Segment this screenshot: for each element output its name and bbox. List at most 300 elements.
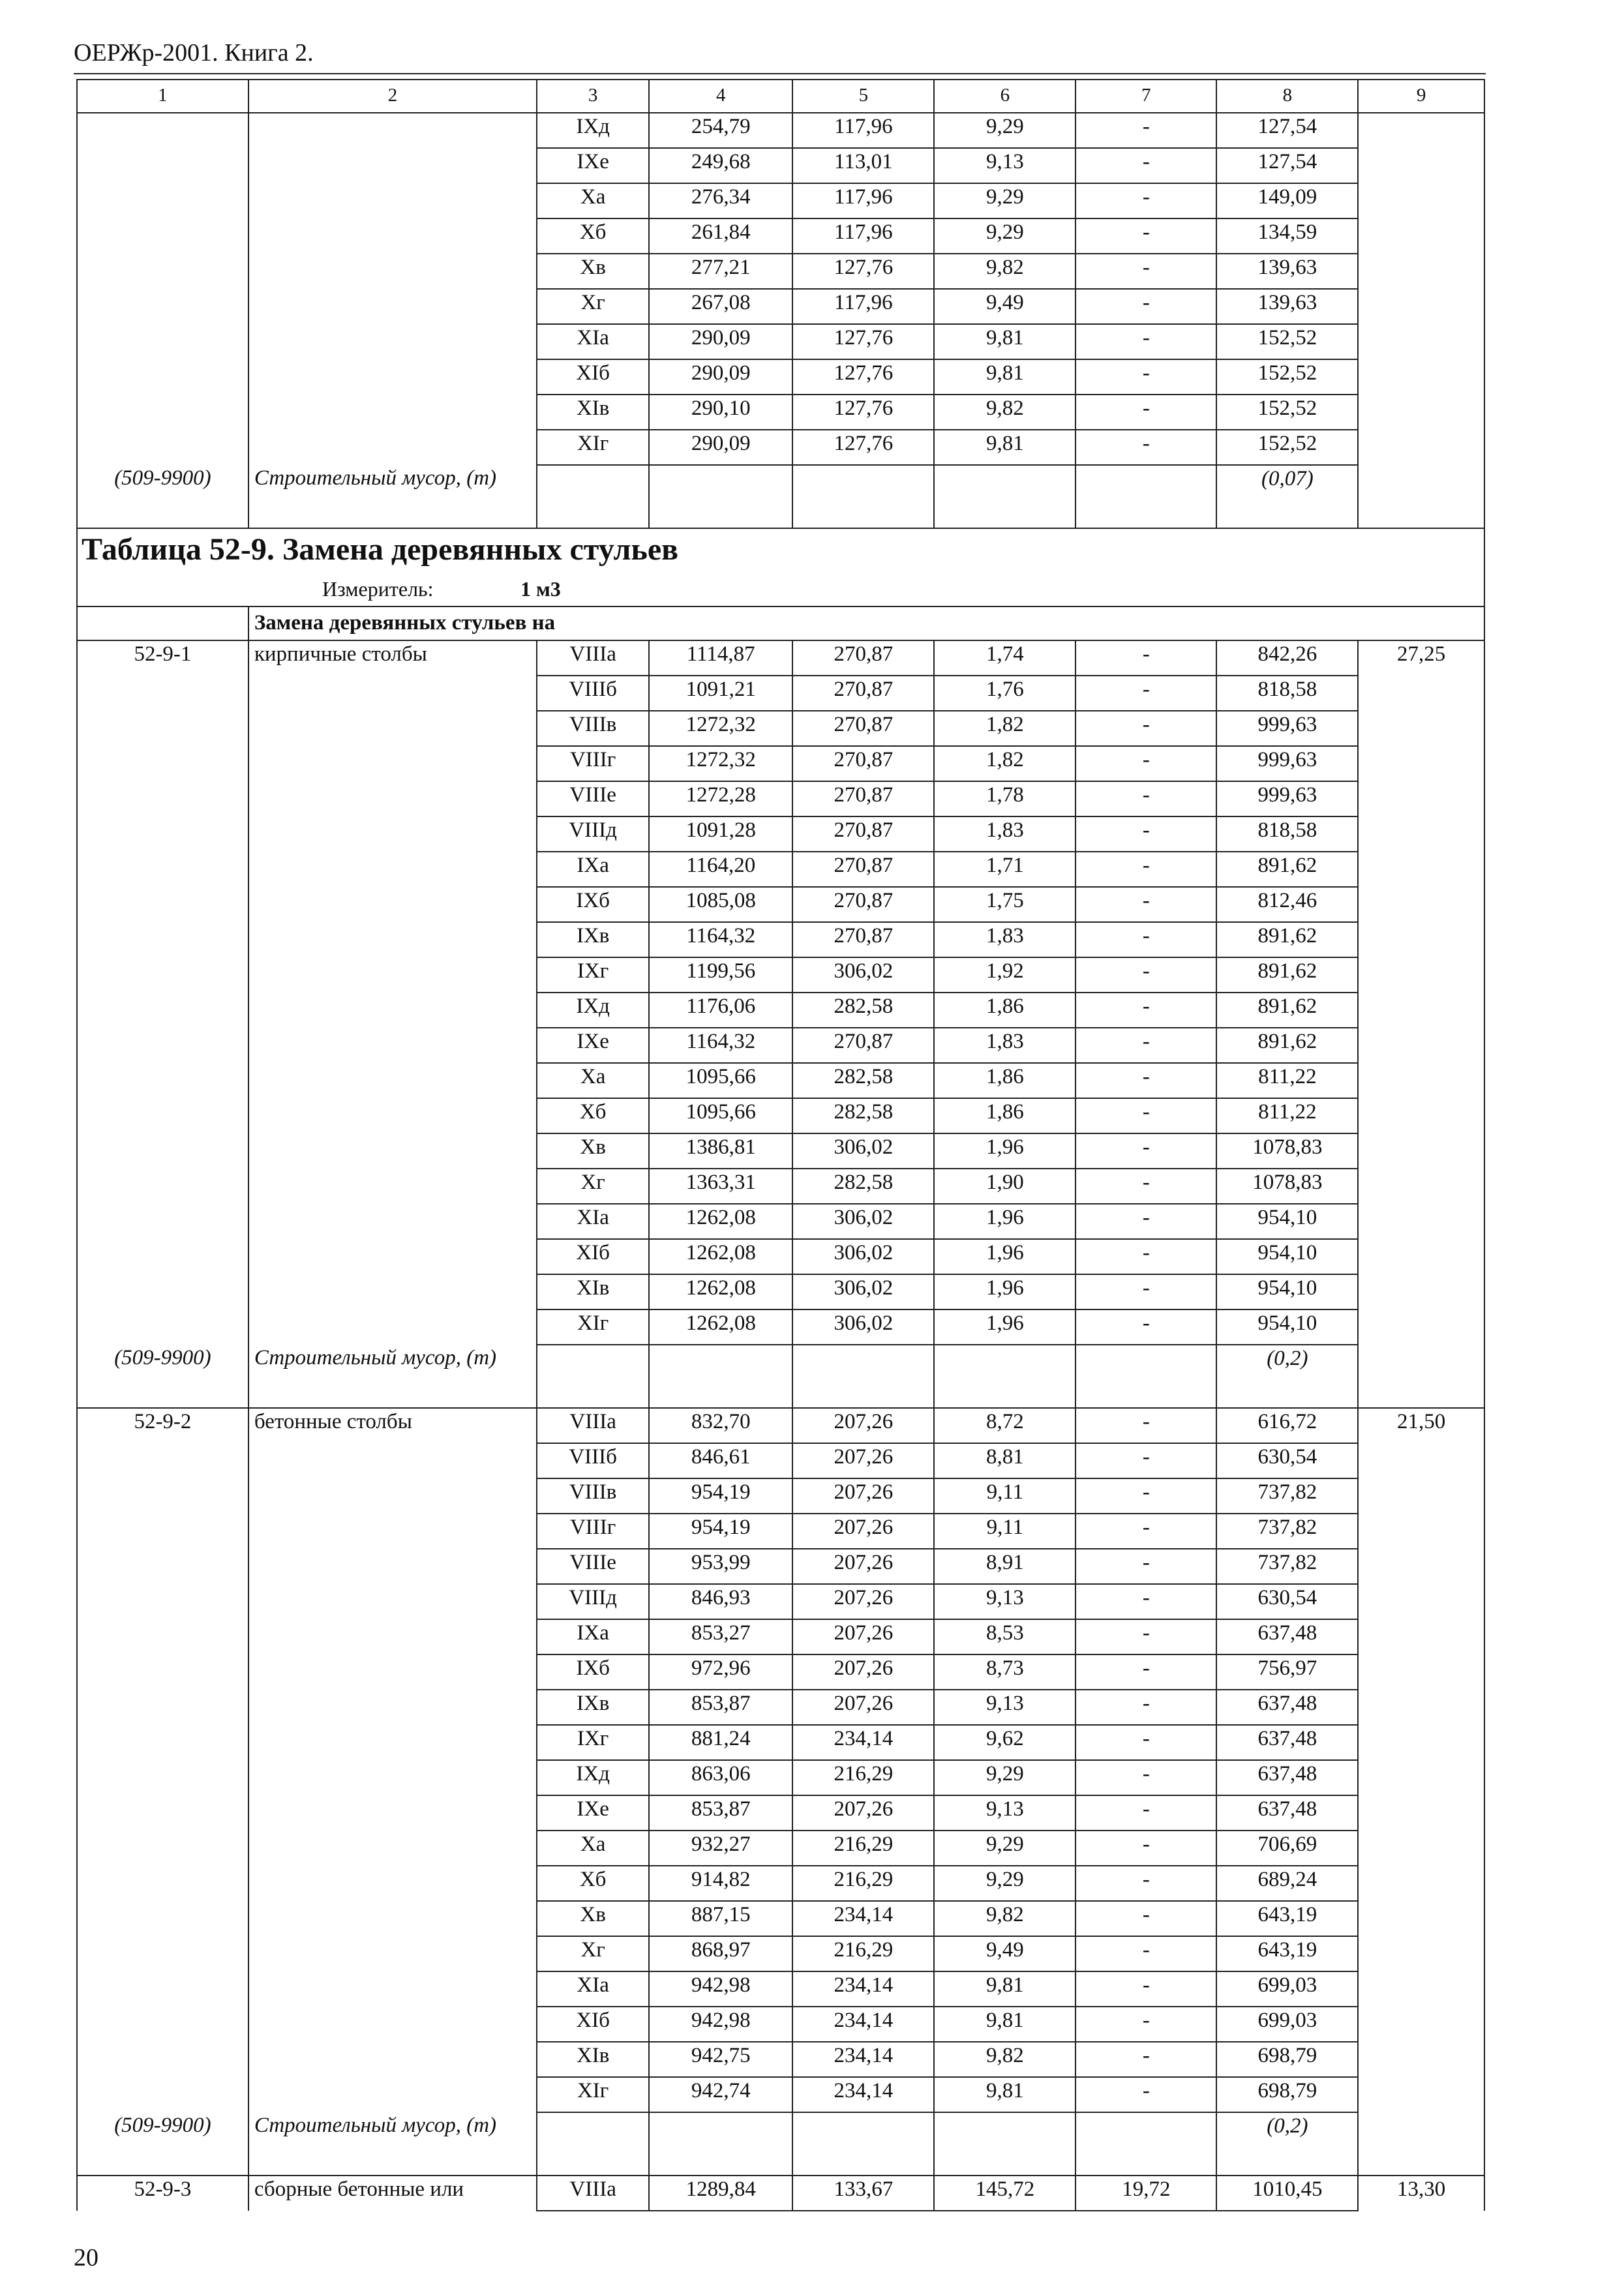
empty-cell bbox=[1358, 1063, 1484, 1098]
table-row bbox=[77, 852, 1484, 887]
empty-cell bbox=[1358, 1725, 1484, 1760]
empty-cell bbox=[1358, 254, 1484, 289]
empty-cell bbox=[1358, 1028, 1484, 1063]
table-row bbox=[77, 1204, 1484, 1239]
materials-cost: 999,63 bbox=[1216, 746, 1358, 781]
machinist-wages: - bbox=[1075, 1936, 1216, 1971]
table-row bbox=[77, 359, 1484, 395]
machinist-wages: - bbox=[1075, 1584, 1216, 1619]
machinist-wages: - bbox=[1075, 640, 1216, 676]
direct-cost: 887,15 bbox=[649, 1901, 792, 1936]
empty-cell bbox=[1358, 676, 1484, 711]
item-code: 52-9-1 bbox=[77, 640, 248, 676]
direct-cost: 1272,28 bbox=[649, 781, 792, 816]
empty-cell bbox=[248, 430, 537, 465]
machine-cost: 9,13 bbox=[934, 1690, 1075, 1725]
empty-cell bbox=[77, 1028, 248, 1063]
empty-cell bbox=[1358, 1204, 1484, 1239]
materials-cost: 1078,83 bbox=[1216, 1169, 1358, 1204]
table-row bbox=[77, 1169, 1484, 1204]
table-row bbox=[77, 781, 1484, 816]
empty-cell bbox=[248, 1309, 537, 1345]
machine-cost: 1,96 bbox=[934, 1309, 1075, 1345]
empty-cell bbox=[248, 2077, 537, 2112]
direct-cost: 1272,32 bbox=[649, 711, 792, 746]
machinist-wages: - bbox=[1075, 1478, 1216, 1514]
table-row bbox=[77, 1028, 1484, 1063]
direct-cost: 846,93 bbox=[649, 1584, 792, 1619]
machinist-wages: - bbox=[1075, 1028, 1216, 1063]
empty-cell bbox=[248, 148, 537, 183]
empty-cell bbox=[248, 1795, 537, 1831]
empty-cell bbox=[248, 183, 537, 218]
empty-cell bbox=[1358, 1936, 1484, 1971]
table-title: Таблица 52-9. Замена деревянных стульев bbox=[77, 528, 1484, 573]
region-zone: VIIIа bbox=[537, 640, 649, 676]
empty-cell bbox=[1358, 852, 1484, 887]
wages: 117,96 bbox=[792, 113, 934, 148]
direct-cost: 1272,32 bbox=[649, 746, 792, 781]
wages: 270,87 bbox=[792, 676, 934, 711]
table-row bbox=[77, 746, 1484, 781]
table-row bbox=[77, 676, 1484, 711]
materials-cost: 152,52 bbox=[1216, 430, 1358, 465]
machinist-wages: - bbox=[1075, 1098, 1216, 1133]
materials-cost: 699,03 bbox=[1216, 1971, 1358, 2007]
machine-cost: 9,81 bbox=[934, 2007, 1075, 2042]
table-row bbox=[77, 957, 1484, 993]
materials-cost: 689,24 bbox=[1216, 1866, 1358, 1901]
region-zone: IXб bbox=[537, 887, 649, 922]
machinist-wages: - bbox=[1075, 395, 1216, 430]
empty-cell bbox=[77, 922, 248, 957]
wages: 306,02 bbox=[792, 1274, 934, 1309]
empty-cell bbox=[1358, 1690, 1484, 1725]
rates-table-body bbox=[77, 80, 1484, 2211]
table-subtitle-row bbox=[77, 606, 1484, 640]
materials-cost: 999,63 bbox=[1216, 781, 1358, 816]
empty-cell bbox=[77, 1478, 248, 1514]
empty-cell bbox=[1358, 1169, 1484, 1204]
empty-cell bbox=[1358, 1133, 1484, 1169]
region-zone: XIа bbox=[537, 1971, 649, 2007]
machine-cost: 9,11 bbox=[934, 1514, 1075, 1549]
machinist-wages: - bbox=[1075, 1204, 1216, 1239]
machine-cost: 9,29 bbox=[934, 113, 1075, 148]
machine-cost: 1,86 bbox=[934, 1063, 1075, 1098]
debris-code: (509-9900) bbox=[77, 2112, 248, 2176]
labor-cost: 21,50 bbox=[1358, 1408, 1484, 1443]
region-zone: Xг bbox=[537, 289, 649, 324]
debris-name: Строительный мусор, (т) bbox=[248, 465, 537, 528]
table-row bbox=[77, 1690, 1484, 1725]
region-zone: XIг bbox=[537, 1309, 649, 1345]
wages: 127,76 bbox=[792, 359, 934, 395]
direct-cost: 1164,32 bbox=[649, 922, 792, 957]
direct-cost: 1199,56 bbox=[649, 957, 792, 993]
wages: 282,58 bbox=[792, 1169, 934, 1204]
region-zone: VIIIв bbox=[537, 1478, 649, 1514]
machinist-wages: - bbox=[1075, 1443, 1216, 1478]
table-row bbox=[77, 1725, 1484, 1760]
region-zone: Xг bbox=[537, 1169, 649, 1204]
wages: 113,01 bbox=[792, 148, 934, 183]
empty-cell bbox=[77, 1098, 248, 1133]
machine-cost: 9,13 bbox=[934, 148, 1075, 183]
region-zone: VIIIе bbox=[537, 1549, 649, 1584]
materials-cost: 1010,45 bbox=[1216, 2176, 1358, 2211]
direct-cost: 267,08 bbox=[649, 289, 792, 324]
empty-cell bbox=[77, 1443, 248, 1478]
direct-cost: 254,79 bbox=[649, 113, 792, 148]
empty-cell bbox=[248, 1936, 537, 1971]
empty-cell bbox=[248, 1063, 537, 1098]
direct-cost: 881,24 bbox=[649, 1725, 792, 1760]
empty-cell bbox=[248, 746, 537, 781]
header-rule bbox=[74, 73, 1486, 74]
region-zone: VIIIб bbox=[537, 1443, 649, 1478]
materials-cost: 1078,83 bbox=[1216, 1133, 1358, 1169]
empty-cell bbox=[1358, 1584, 1484, 1619]
direct-cost: 1091,21 bbox=[649, 676, 792, 711]
empty-cell bbox=[537, 465, 649, 528]
machine-cost: 1,82 bbox=[934, 711, 1075, 746]
direct-cost: 290,10 bbox=[649, 395, 792, 430]
debris-row bbox=[77, 1345, 1484, 1408]
machine-cost: 1,75 bbox=[934, 887, 1075, 922]
materials-cost: 818,58 bbox=[1216, 816, 1358, 852]
table-row bbox=[77, 640, 1484, 676]
table-row bbox=[77, 2007, 1484, 2042]
machinist-wages: - bbox=[1075, 1549, 1216, 1584]
machine-cost: 1,76 bbox=[934, 676, 1075, 711]
page-number: 20 bbox=[74, 2244, 98, 2271]
machinist-wages: - bbox=[1075, 816, 1216, 852]
table-row bbox=[77, 1133, 1484, 1169]
direct-cost: 1262,08 bbox=[649, 1274, 792, 1309]
empty-cell bbox=[1358, 887, 1484, 922]
column-number: 7 bbox=[1075, 80, 1216, 113]
item-code: 52-9-2 bbox=[77, 1408, 248, 1443]
machine-cost: 1,92 bbox=[934, 957, 1075, 993]
empty-cell bbox=[77, 746, 248, 781]
region-zone: Xв bbox=[537, 1901, 649, 1936]
empty-cell bbox=[1358, 1239, 1484, 1274]
region-zone: IXа bbox=[537, 852, 649, 887]
materials-cost: 643,19 bbox=[1216, 1901, 1358, 1936]
empty-cell bbox=[1358, 359, 1484, 395]
table-row bbox=[77, 148, 1484, 183]
empty-cell bbox=[248, 781, 537, 816]
materials-cost: 616,72 bbox=[1216, 1408, 1358, 1443]
region-zone: IXе bbox=[537, 148, 649, 183]
debris-code: (509-9900) bbox=[77, 465, 248, 528]
region-zone: IXг bbox=[537, 1725, 649, 1760]
materials-cost: 152,52 bbox=[1216, 359, 1358, 395]
empty-cell bbox=[1358, 1345, 1484, 1408]
machinist-wages: - bbox=[1075, 1063, 1216, 1098]
machine-cost: 1,96 bbox=[934, 1239, 1075, 1274]
machinist-wages: - bbox=[1075, 1619, 1216, 1654]
wages: 207,26 bbox=[792, 1478, 934, 1514]
empty-cell bbox=[248, 1514, 537, 1549]
region-zone: Xб bbox=[537, 218, 649, 254]
direct-cost: 853,87 bbox=[649, 1795, 792, 1831]
column-number: 4 bbox=[649, 80, 792, 113]
materials-cost: 643,19 bbox=[1216, 1936, 1358, 1971]
machinist-wages: - bbox=[1075, 254, 1216, 289]
wages: 282,58 bbox=[792, 1098, 934, 1133]
machinist-wages: - bbox=[1075, 887, 1216, 922]
materials-cost: 139,63 bbox=[1216, 289, 1358, 324]
materials-cost: 954,10 bbox=[1216, 1274, 1358, 1309]
table-row bbox=[77, 1274, 1484, 1309]
empty-cell bbox=[1075, 465, 1216, 528]
machine-cost: 9,13 bbox=[934, 1795, 1075, 1831]
table-row bbox=[77, 922, 1484, 957]
machine-cost: 9,81 bbox=[934, 324, 1075, 359]
machine-cost: 9,13 bbox=[934, 1584, 1075, 1619]
region-zone: XIб bbox=[537, 359, 649, 395]
direct-cost: 954,19 bbox=[649, 1514, 792, 1549]
machine-cost: 1,96 bbox=[934, 1133, 1075, 1169]
debris-amount: (0,2) bbox=[1216, 2112, 1358, 2176]
empty-cell bbox=[248, 113, 537, 148]
machine-cost: 9,62 bbox=[934, 1725, 1075, 1760]
table-row bbox=[77, 1549, 1484, 1584]
region-zone: XIг bbox=[537, 2077, 649, 2112]
wages: 282,58 bbox=[792, 993, 934, 1028]
direct-cost: 277,21 bbox=[649, 254, 792, 289]
empty-cell bbox=[77, 1619, 248, 1654]
materials-cost: 127,54 bbox=[1216, 148, 1358, 183]
table-row bbox=[77, 1619, 1484, 1654]
region-zone: XIа bbox=[537, 324, 649, 359]
machinist-wages: - bbox=[1075, 1133, 1216, 1169]
empty-cell bbox=[77, 1274, 248, 1309]
empty-cell bbox=[1358, 1098, 1484, 1133]
direct-cost: 1176,06 bbox=[649, 993, 792, 1028]
region-zone: IXд bbox=[537, 993, 649, 1028]
table-row bbox=[77, 993, 1484, 1028]
direct-cost: 261,84 bbox=[649, 218, 792, 254]
direct-cost: 853,27 bbox=[649, 1619, 792, 1654]
table-row bbox=[77, 1971, 1484, 2007]
empty-cell bbox=[77, 1063, 248, 1098]
machinist-wages: - bbox=[1075, 324, 1216, 359]
wages: 306,02 bbox=[792, 1309, 934, 1345]
empty-cell bbox=[1358, 2077, 1484, 2112]
machinist-wages: - bbox=[1075, 1831, 1216, 1866]
wages: 270,87 bbox=[792, 746, 934, 781]
empty-cell bbox=[1358, 395, 1484, 430]
region-zone: Xв bbox=[537, 254, 649, 289]
debris-amount: (0,2) bbox=[1216, 1345, 1358, 1408]
machinist-wages: - bbox=[1075, 1725, 1216, 1760]
empty-cell bbox=[77, 1169, 248, 1204]
empty-cell bbox=[1075, 2112, 1216, 2176]
region-zone: IXв bbox=[537, 1690, 649, 1725]
machine-cost: 8,81 bbox=[934, 1443, 1075, 1478]
empty-cell bbox=[1358, 113, 1484, 148]
empty-cell bbox=[77, 711, 248, 746]
direct-cost: 942,98 bbox=[649, 2007, 792, 2042]
wages: 270,87 bbox=[792, 781, 934, 816]
wages: 207,26 bbox=[792, 1443, 934, 1478]
table-row bbox=[77, 1831, 1484, 1866]
labor-cost: 13,30 bbox=[1358, 2176, 1484, 2211]
column-number: 6 bbox=[934, 80, 1075, 113]
machinist-wages: - bbox=[1075, 1514, 1216, 1549]
unit-label: Измеритель: bbox=[322, 577, 434, 601]
machinist-wages: - bbox=[1075, 1309, 1216, 1345]
unit-value: 1 м3 bbox=[520, 577, 561, 601]
machine-cost: 9,82 bbox=[934, 395, 1075, 430]
machine-cost: 1,83 bbox=[934, 922, 1075, 957]
machinist-wages: - bbox=[1075, 1239, 1216, 1274]
empty-cell bbox=[77, 993, 248, 1028]
region-zone: IXе bbox=[537, 1795, 649, 1831]
table-row bbox=[77, 711, 1484, 746]
machine-cost: 1,71 bbox=[934, 852, 1075, 887]
empty-cell bbox=[248, 1239, 537, 1274]
direct-cost: 932,27 bbox=[649, 1831, 792, 1866]
wages: 127,76 bbox=[792, 254, 934, 289]
direct-cost: 868,97 bbox=[649, 1936, 792, 1971]
wages: 270,87 bbox=[792, 887, 934, 922]
direct-cost: 942,98 bbox=[649, 1971, 792, 2007]
machine-cost: 9,82 bbox=[934, 1901, 1075, 1936]
machinist-wages: - bbox=[1075, 289, 1216, 324]
machine-cost: 1,78 bbox=[934, 781, 1075, 816]
direct-cost: 832,70 bbox=[649, 1408, 792, 1443]
region-zone: IXд bbox=[537, 113, 649, 148]
direct-cost: 1262,08 bbox=[649, 1204, 792, 1239]
direct-cost: 1095,66 bbox=[649, 1098, 792, 1133]
empty-cell bbox=[77, 1936, 248, 1971]
empty-cell bbox=[248, 1584, 537, 1619]
region-zone: Xа bbox=[537, 1063, 649, 1098]
machine-cost: 9,29 bbox=[934, 1760, 1075, 1795]
wages: 133,67 bbox=[792, 2176, 934, 2211]
table-title-row bbox=[77, 528, 1484, 573]
wages: 216,29 bbox=[792, 1866, 934, 1901]
machinist-wages: - bbox=[1075, 993, 1216, 1028]
machinist-wages: - bbox=[1075, 218, 1216, 254]
wages: 207,26 bbox=[792, 1619, 934, 1654]
empty-cell bbox=[1358, 1309, 1484, 1345]
materials-cost: 818,58 bbox=[1216, 676, 1358, 711]
empty-cell bbox=[77, 1133, 248, 1169]
empty-cell bbox=[248, 922, 537, 957]
empty-cell bbox=[77, 2077, 248, 2112]
region-zone: XIг bbox=[537, 430, 649, 465]
table-row bbox=[77, 1584, 1484, 1619]
empty-cell bbox=[77, 1239, 248, 1274]
wages: 270,87 bbox=[792, 922, 934, 957]
materials-cost: 756,97 bbox=[1216, 1654, 1358, 1690]
machinist-wages: - bbox=[1075, 957, 1216, 993]
region-zone: VIIIб bbox=[537, 676, 649, 711]
materials-cost: 891,62 bbox=[1216, 922, 1358, 957]
wages: 270,87 bbox=[792, 852, 934, 887]
machine-cost: 9,81 bbox=[934, 2077, 1075, 2112]
table-row bbox=[77, 1239, 1484, 1274]
direct-cost: 290,09 bbox=[649, 359, 792, 395]
empty-cell bbox=[1358, 711, 1484, 746]
empty-cell bbox=[77, 1584, 248, 1619]
machinist-wages: - bbox=[1075, 1901, 1216, 1936]
table-row bbox=[77, 887, 1484, 922]
empty-cell bbox=[649, 2112, 792, 2176]
table-row bbox=[77, 289, 1484, 324]
empty-cell bbox=[1358, 746, 1484, 781]
empty-cell bbox=[1358, 465, 1484, 528]
region-zone: Xв bbox=[537, 1133, 649, 1169]
machinist-wages: - bbox=[1075, 1408, 1216, 1443]
direct-cost: 1164,20 bbox=[649, 852, 792, 887]
wages: 306,02 bbox=[792, 1239, 934, 1274]
materials-cost: 152,52 bbox=[1216, 395, 1358, 430]
wages: 216,29 bbox=[792, 1831, 934, 1866]
empty-cell bbox=[77, 606, 248, 640]
empty-cell bbox=[1358, 993, 1484, 1028]
column-number: 5 bbox=[792, 80, 934, 113]
empty-cell bbox=[792, 1345, 934, 1408]
table-row bbox=[77, 183, 1484, 218]
empty-cell bbox=[248, 887, 537, 922]
materials-cost: 706,69 bbox=[1216, 1831, 1358, 1866]
empty-cell bbox=[77, 359, 248, 395]
empty-cell bbox=[934, 1345, 1075, 1408]
empty-cell bbox=[77, 2042, 248, 2077]
column-number: 2 bbox=[248, 80, 537, 113]
machinist-wages: - bbox=[1075, 1654, 1216, 1690]
materials-cost: 139,63 bbox=[1216, 254, 1358, 289]
item-code: 52-9-3 bbox=[77, 2176, 248, 2211]
debris-name: Строительный мусор, (т) bbox=[248, 2112, 537, 2176]
machinist-wages: - bbox=[1075, 711, 1216, 746]
empty-cell bbox=[1358, 1274, 1484, 1309]
empty-cell bbox=[77, 324, 248, 359]
empty-cell bbox=[248, 1274, 537, 1309]
empty-cell bbox=[934, 2112, 1075, 2176]
table-unit bbox=[77, 573, 1484, 606]
empty-cell bbox=[1358, 2007, 1484, 2042]
table-row bbox=[77, 1408, 1484, 1443]
item-name: сборные бетонные или bbox=[248, 2176, 537, 2211]
wages: 306,02 bbox=[792, 1133, 934, 1169]
machine-cost: 8,53 bbox=[934, 1619, 1075, 1654]
direct-cost: 276,34 bbox=[649, 183, 792, 218]
machine-cost: 8,73 bbox=[934, 1654, 1075, 1690]
materials-cost: 999,63 bbox=[1216, 711, 1358, 746]
region-zone: IXб bbox=[537, 1654, 649, 1690]
empty-cell bbox=[1358, 2042, 1484, 2077]
materials-cost: 637,48 bbox=[1216, 1760, 1358, 1795]
empty-cell bbox=[77, 676, 248, 711]
table-row bbox=[77, 1654, 1484, 1690]
machine-cost: 8,91 bbox=[934, 1549, 1075, 1584]
empty-cell bbox=[1358, 183, 1484, 218]
machine-cost: 9,49 bbox=[934, 289, 1075, 324]
empty-cell bbox=[248, 676, 537, 711]
machinist-wages: - bbox=[1075, 359, 1216, 395]
wages: 207,26 bbox=[792, 1795, 934, 1831]
empty-cell bbox=[1358, 957, 1484, 993]
empty-cell bbox=[248, 2042, 537, 2077]
empty-cell bbox=[1358, 1478, 1484, 1514]
